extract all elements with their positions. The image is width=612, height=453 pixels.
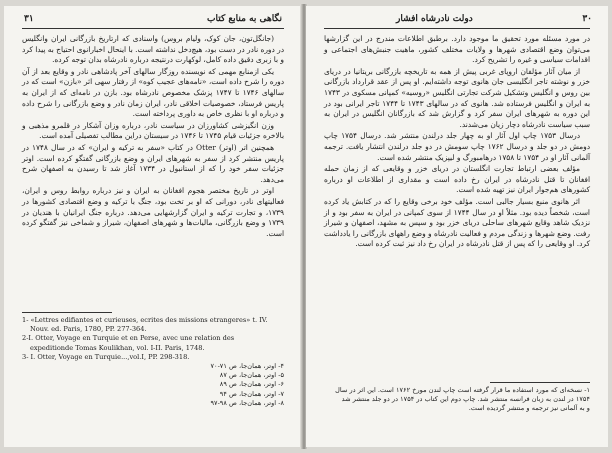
footnote: 3- I. Otter, Voyage en Turquie...,vol.I, PP. 298-318. [22,352,190,361]
footnote: ۵- اوتر، همان‌جا، ص ۸۷ [219,371,284,380]
paragraph: یکی ازمنابع مهمی که نویسنده روزگار سالهای آخر پادشاهی نادر و وقایع بعد از آن دوره را شرح داده است، «نامه‌های عجیب کوه» از رفتار سهی اثر «بازن» است که در سالهای ۱۷۴۶ تا ۱۷۴۷ پزشک مخصوص نادرشاه بود. بازن در نامه‌ای که از ایران به‌ پاریس فرستاد، خصوصیات اخلاقی نادر، ایران زمان نادر و وضع بازرگانی را شرح داده و درباره او با نظری خاص به‌ داوری پرداخته‌ است. [22,66,284,119]
left-page-header [4,14,302,28]
header-rule [324,28,590,29]
footnote-separator [22,312,112,313]
footnote: ۴- اوتر، همان‌جا، ص ۷۱-۷۰ [210,362,284,371]
footnote: expeditionde Tomas Koulikhan, vol. I-II. Paris, 1748. [30,343,205,352]
footnote-separator [490,382,590,383]
running-title: نگاهی به منابع کتاب [207,14,282,24]
left-page-body [22,34,284,296]
footnote: ۷- اوتر، همان‌جا، ص ۹۴ [219,389,284,398]
footnote: ۸- اوتر، همان‌جا، ص ۹۸-۹۷ [210,398,284,407]
footnote: ۱- نسخه‌ای که مورد استفاده ما قرار گرفته‌ است چاپ لندن مورخ ۱۷۶۲ است. این اثر در سال [335,386,590,394]
paragraph: اثر هانوی منبع بسیار جالبی است. مؤلف‌ خود برخی وقایع را که در کتابش یاد کرده است، شخصاً دیده بود. مثلاً او در سال ۱۷۴۴ از سوی کمپانی در ایران به‌ سفر بود و از نزدیک شاهد وقایع شهرهای ساحلی دریای خزر بود و سپس به‌ مشهد، اصفهان و شیراز رفت. وضع شهرها و زندگی مردم و فعالیت نادرشاه و وضع راههای بازرگانی را یادداشت کرد. او وقایعی را که پس از قتل نادرشاه در ایران رخ داد نیز ثبت کرده است. [324,196,590,249]
right-footnotes [324,386,590,414]
paragraph: از میان آثار مؤلفان اروپای غربی پیش از همه به تاریخچه بازرگانی بریتانیا در دریای خزر و نوشته تاجر انگلیسی جان هانوی توجه داشته‌ایم. او پس از عقد قرارداد بازرگانی بین روس و انگلیس وتشکیل شرکت تجارتی انگلیس «روسیه» کمپانی مسکوی در ۱۷۴۳ به‌ ایران و انگلیس فرستاده شد. هانوی که در سالهای ۱۷۴۳ تا ۱۷۴۴ تاجر ایرانی بود در این دوره به‌ شهرهای ایران سفر کرد و گزارش شد که بازرگانان انگلیس در ایران به‌ سبب سیاست نادرشاه دچار زیان می‌شدند. [324,66,591,129]
footnote: و به‌ آلمانی نیز ترجمه و منتشر گردیده است. [468,404,590,413]
paragraph: (جانگل‌تون، جان کوک، ولیام بروس) واسنادی‌ که‌ ارتاریخ‌ بازرگانی ایران وانگلیس در دوره نادر در دست بود، هیچ‌دخل‌ نداشته‌ است. با اینحال اخبارانوی احتیاج به‌ پیدا کرد و با زبری دقیق‌ داده کامل، لوکهارت درنتیجه درباره نادرشاه بدان توجه کرده. [22,34,284,65]
running-title: دولت نادرشاه افشار [396,14,473,24]
right-page-body [324,34,590,374]
header-rule [22,28,284,29]
footnote: 2-I. Otter, Voyage en Turquie et en Perse, avec une relation des [22,334,235,343]
right-page [306,6,608,447]
left-page [4,6,302,447]
paragraph: در مورد مسئله مورد تحقیق ما موجود دارد. برطبق اطلاعات مندرج در این گزارشها می‌توان وضع اقتصادی شهرها و ولایات مختلف کشور، ماهیت جنبش‌های اجتماعی و اقدامات سیاسی و غیره را تشریح کرد. [324,34,590,65]
paragraph: درسال ۱۷۵۳ چاپ اول آثار او به‌ چهار جلد درلندن منتشر شد. درسال ۱۷۵۴ چاپ دومش در دو جلد و درسال ۱۷۶۲ چاپ سومش در دو جلد درلندن انتشار یافت. ترجمه آلمانی آثار او در ۱۷۵۴ تا ۱۷۵۸ درهامبورگ و لیپزیک منتشر شده‌ است. [324,131,591,162]
paragraph: اوتر در تاریخ مختصر هجوم افغانان به‌ ایران و نیز درباره روابط روس و ایران، فعالیتهای نادر، دورانی که او بر تخت بود، جنگ با ترکیه و وضع اقتصادی کشورها در ۱۷۳۹، و تجارت ترکیه و ایران گزارشهایی می‌دهد. درباره جنگ ایرانیان با هندیان در ۱۷۳۹ و وضع بازرگانی، مالیات‌ها و شهرهای اصفهان، شیراز و شماخی نیز گفتگو کرده است. [22,186,284,238]
footnote: Nouv. ed. Paris, 1780, PP. 277-364. [30,325,147,334]
paragraph: وزن انگیزشی کشاورزان در سیاست نادر، درباره وزان آشکار در قلمرو مذهبی و بالاخره جزئیات قیام ۱۷۴۵ تا ۱۷۴۶ در سیستان دراین مطالب تفصیلی آمده است. [22,120,284,141]
left-footnotes [22,316,284,408]
footnote: ۶- اوتر، همان‌جا، ص ۸۹ [219,380,284,389]
paragraph: مؤلف بعضی ارتباط تجارت انگلستان در دریای خزر و وقایعی که از زمان حمله افغانان تا قتل نادرشاه در ایران رخ داده است و مقداری از اطلاعات او درباره کشورهای هم‌جوار ایران نیز تهیه شده است. [324,164,590,195]
page-number: ۳۰ [582,14,592,24]
footnote: ۱۷۵۴ در لندن به‌ زبان فرانسه منتشر شد. چاپ دوم این کتاب در ۱۷۵۴ در دو جلد منتشر شد [341,395,590,404]
paragraph: همچنین اتر (اوتر) Otter در کتاب «سفر به ترکیه و ایران» که در سال ۱۷۴۸ در پاریس منتشر کرد از سفر به‌ شهرهای ایران و وضع بازرگانی گفتگو کرده است. اوتر جزئیات سفر خود را که از استانبول در ۱۷۳۴ آغاز شد تا رسیدن به‌ اصفهان شرح می‌دهد. [22,142,284,184]
footnote: 1- «Lettres edifiantes et curieuses, ecrites des missions etrangeres» t. IV. [22,316,268,324]
right-page-header [306,14,608,28]
page-number: ۳۱ [24,14,34,24]
